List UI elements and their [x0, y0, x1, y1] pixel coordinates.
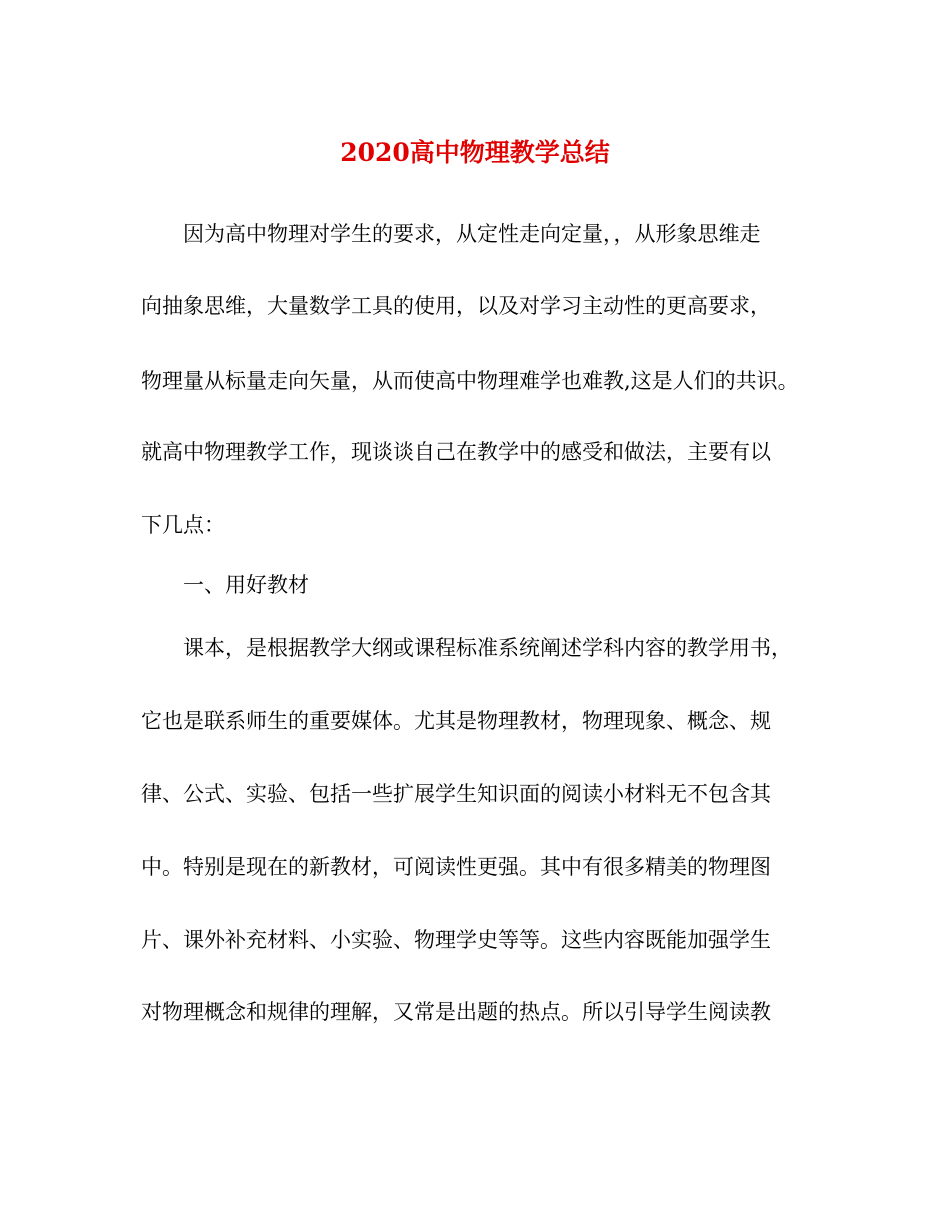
body-line: 就高中物理教学工作，现谈谈自己在教学中的感受和做法，主要有以	[141, 440, 771, 464]
body-line: 律、公式、实验、包括一些扩展学生知识面的阅读小材料无不包含其	[141, 782, 771, 806]
body-line: 它也是联系师生的重要媒体。尤其是物理教材，物理现象、概念、规	[141, 709, 771, 733]
body-line: 片、课外补充材料、小实验、物理学史等等。这些内容既能加强学生	[141, 928, 771, 952]
body-line: 因为高中物理对学生的要求，从定性走向定量，，从形象思维走	[183, 222, 761, 246]
body-line: 下几点：	[141, 513, 225, 537]
body-line: 中。特别是现在的新教材，可阅读性更强。其中有很多精美的物理图	[141, 855, 771, 879]
document-title: 2020高中物理教学总结	[340, 138, 610, 167]
section-heading: 一、用好教材	[183, 573, 309, 597]
body-line: 对物理概念和规律的理解，又常是出题的热点。所以引导学生阅读教	[141, 1000, 771, 1024]
body-line: 课本，是根据教学大纲或课程标准系统阐述学科内容的教学用书，	[183, 636, 792, 660]
body-line: 物理量从标量走向矢量，从而使高中物理难学也难教,这是人们的共识。	[141, 369, 799, 393]
body-line: 向抽象思维，大量数学工具的使用，以及对学习主动性的更高要求，	[141, 294, 771, 318]
